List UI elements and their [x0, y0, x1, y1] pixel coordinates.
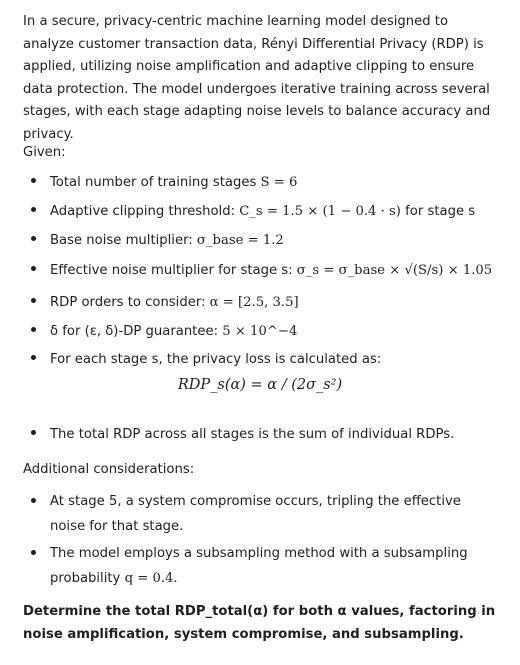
intro-paragraph: In a secure, privacy-centric machine learning model designed to analyze customer transaction data, Rényi Differential Privacy (RDP) is applied, utilizing noise amplification and adaptive clipping to ensure data protection. The model undergoes iterative training across several stages, with each stage adapting noise levels to balance accuracy and privacy.	[23, 14, 491, 142]
bullet-dot	[31, 178, 36, 183]
math-base-noise: σ_base = 1.2	[196, 233, 284, 248]
bullet-dot	[31, 430, 36, 435]
item-suffix: for stage s	[405, 204, 476, 219]
bullet-dot	[31, 498, 36, 503]
given-rdp-orders	[50, 292, 490, 314]
math-stages: S = 6	[260, 175, 298, 190]
math-delta: 5 × 10^−4	[222, 324, 298, 339]
given-label: Given:	[23, 145, 66, 160]
item-text: Effective noise multiplier for stage s:	[50, 263, 293, 278]
bullet-dot	[31, 327, 36, 332]
bullet-dot	[31, 355, 36, 360]
bullet-dot	[31, 298, 36, 303]
math-rdp-orders: α = [2.5, 3.5]	[209, 295, 299, 310]
bullet-dot	[31, 236, 36, 241]
bullet-dot	[31, 266, 36, 271]
item-text: δ for (ε, δ)-DP guarantee:	[50, 324, 219, 339]
additional-subsampling	[50, 541, 500, 591]
item-text: Total number of training stages	[50, 175, 257, 190]
given-delta	[50, 321, 490, 343]
item-text: Adaptive clipping threshold:	[50, 204, 236, 219]
given-privacy-loss: For each stage s, the privacy loss is calculated as:	[50, 352, 382, 367]
rdp-formula	[0, 377, 520, 393]
given-base-noise	[50, 230, 490, 252]
additional-compromise: At stage 5, a system compromise occurs, tripling the effective noise for that stage.	[50, 494, 461, 534]
math-clipping: C_s = 1.5 × (1 − 0.4 · s)	[239, 204, 401, 219]
item-text: Base noise multiplier:	[50, 233, 193, 248]
question: Determine the total RDP_total(α) for both α values, factoring in noise amplification, system compromise, and subsampling.	[23, 604, 496, 642]
additional-label: Additional considerations:	[23, 462, 195, 477]
formula-display: RDP_s(α) = α / (2σ_s²)	[177, 377, 343, 393]
given-clipping	[50, 201, 490, 223]
math-subsampling: q = 0.4.	[124, 571, 178, 586]
given-stages	[50, 172, 490, 194]
item-text: RDP orders to consider:	[50, 295, 206, 310]
given-effective-noise	[50, 260, 493, 282]
given-total-rdp: The total RDP across all stages is the sum of individual RDPs.	[50, 427, 455, 442]
math-effective-noise: σ_s = σ_base × √(S/s) × 1.05	[296, 263, 493, 278]
item-text: The model employs a subsampling method with a subsampling probability	[50, 546, 468, 586]
bullet-dot	[31, 207, 36, 212]
bullet-dot	[31, 550, 36, 555]
